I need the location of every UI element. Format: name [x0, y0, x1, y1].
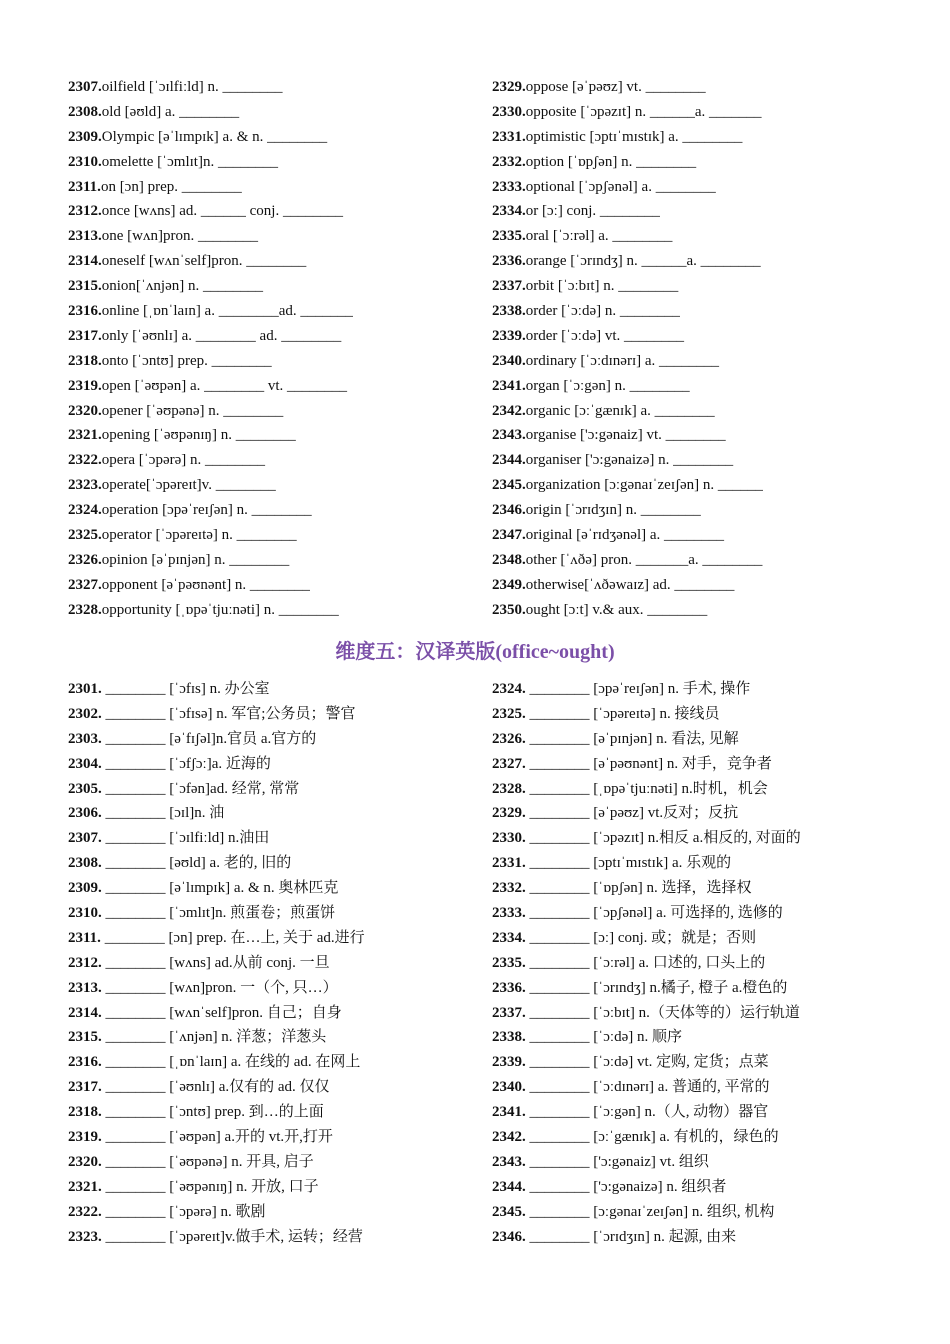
vocab-entry: [68, 826, 508, 851]
entry-number: 2334.: [492, 929, 526, 946]
vocab-entry: [68, 473, 508, 498]
entry-text: organ [ˈɔːgən] n. ________: [525, 377, 690, 394]
entry-text: ________ [ɔːgənaɪˈzeɪʃən] n. 组织, 机构: [525, 1203, 775, 1220]
vocab-entry: [68, 677, 508, 702]
entry-text: order [ˈɔːdə] vt. ________: [525, 327, 685, 344]
entry-text: ________ [əˈfɪʃəl]n.官员 a.官方的: [101, 730, 317, 747]
entry-number: 2304.: [68, 755, 102, 772]
vocab-entry: [68, 349, 508, 374]
entry-text: ________ [ˈɔpʃənəl] a. 可选择的, 选修的: [525, 905, 783, 922]
vocab-entry: [68, 224, 508, 249]
vocab-entry: [492, 1001, 932, 1026]
entry-text: ________ [ˈɔfɪs] n. 办公室: [101, 681, 270, 697]
vocab-entry: [68, 1050, 508, 1075]
entry-text: option [ˈɒpʃən] n. ________: [525, 153, 697, 170]
entry-text: ________ [ˈɔɪlfiːld] n.油田: [101, 830, 270, 847]
vocab-entry: [68, 1150, 508, 1175]
entry-text: onto [ˈɔntʊ] prep. ________: [101, 352, 272, 369]
entry-text: ________ [ˈɔːdɪnərɪ] a. 普通的, 平常的: [525, 1079, 770, 1096]
entry-text: opera [ˈɔpərə] n. ________: [101, 452, 266, 469]
vocab-entry: [492, 498, 932, 523]
entry-number: 2328.: [68, 601, 102, 618]
vocab-entry: [492, 1075, 932, 1100]
vocab-entry: [492, 324, 932, 349]
entry-number: 2316.: [68, 1054, 102, 1071]
entry-text: ________ [wʌn]pron. 一（个, 只…）: [101, 979, 338, 996]
entry-number: 2302.: [68, 705, 102, 722]
entry-text: orange [ˈɔrɪndʒ] n. ______a. ________: [525, 253, 761, 270]
entry-text: origin [ˈɔrɪdʒɪn] n. ________: [525, 502, 701, 519]
entry-number: 2337.: [492, 278, 526, 295]
entry-text: only [ˈəʊnlɪ] a. ________ ad. ________: [101, 327, 342, 344]
entry-text: ________ [ɔɪl]n. 油: [101, 805, 225, 822]
entry-number: 2346.: [492, 502, 526, 519]
entry-number: 2348.: [492, 551, 526, 568]
entry-text: ________ [ˌɒpəˈtjuːnəti] n.时机，机会: [525, 780, 768, 797]
vocab-entry: [492, 423, 932, 448]
vocab-entry: [492, 448, 932, 473]
entry-number: 2339.: [492, 327, 526, 344]
entry-number: 2345.: [492, 477, 526, 494]
entry-text: ________ [ˈɔntʊ] prep. 到…的上面: [101, 1104, 324, 1121]
entry-text: original [əˈrɪdʒənəl] a. ________: [525, 527, 725, 544]
entry-text: ________ [ˈɔːdə] n. 顺序: [525, 1029, 682, 1046]
entry-text: ________ [ˈʌnjən] n. 洋葱；洋葱头: [101, 1029, 327, 1046]
entry-text: on [ɔn] prep. ________: [100, 178, 242, 195]
entry-number: 2324.: [492, 681, 526, 697]
vocab-entry: [68, 951, 508, 976]
entry-text: ________ [ɔptɪˈmɪstɪk] a. 乐观的: [525, 855, 732, 872]
entry-text: ________ [ˈɔpərə] n. 歌剧: [101, 1203, 266, 1220]
vocab-entry: [68, 448, 508, 473]
entry-number: 2313.: [68, 979, 102, 996]
chinese-to-english-left-column: [68, 677, 508, 1249]
entry-number: 2341.: [492, 377, 526, 394]
vocab-entry: [492, 1100, 932, 1125]
section-heading: 维度五：汉译英版(office~ought): [335, 641, 615, 663]
entry-number: 2328.: [492, 780, 526, 797]
vocab-entry: [492, 1050, 932, 1075]
entry-text: organic [ɔːˈgænɪk] a. ________: [525, 402, 715, 419]
entry-number: 2320.: [68, 402, 102, 419]
vocab-entry: [68, 801, 508, 826]
entry-number: 2325.: [492, 705, 526, 722]
entry-text: ________ [əˈlɪmpɪk] a. & n. 奥林匹克: [101, 880, 339, 897]
entry-text: ________ [wʌns] ad.从前 conj. 一旦: [101, 954, 330, 971]
vocab-entry: [492, 702, 932, 727]
entry-number: 2332.: [492, 880, 526, 897]
entry-number: 2323.: [68, 1228, 102, 1245]
entry-number: 2314.: [68, 253, 102, 270]
entry-number: 2327.: [492, 755, 526, 772]
entry-text: Olympic [əˈlɪmpɪk] a. & n. ________: [101, 128, 328, 145]
entry-number: 2317.: [68, 1079, 102, 1096]
vocab-entry: [492, 876, 932, 901]
entry-text: opener [ˈəʊpənə] n. ________: [101, 402, 284, 419]
entry-text: oral [ˈɔːrəl] a. ________: [525, 228, 673, 245]
vocab-entry: [492, 473, 932, 498]
entry-text: ________ ['ɔ:gənaizə] n. 组织者: [525, 1178, 727, 1195]
vocab-entry: [492, 801, 932, 826]
entry-number: 2333.: [492, 178, 526, 195]
entry-text: ________ [ˈɔmlɪt]n. 煎蛋卷；煎蛋饼: [101, 905, 336, 922]
vocab-entry: [492, 926, 932, 951]
entry-text: operate[ˈɔpəreɪt]v. ________: [101, 477, 276, 494]
entry-number: 2318.: [68, 1104, 102, 1121]
vocab-entry: [68, 851, 508, 876]
entry-text: ________ [ˈɔrɪndʒ] n.橘子, 橙子 a.橙色的: [525, 979, 788, 996]
english-to-chinese-right-column: [492, 75, 932, 623]
entry-text: organiser ['ɔ:gənaizə] n. ________: [525, 452, 734, 469]
vocab-entry: [68, 926, 508, 951]
entry-text: oppose [əˈpəʊz] vt. ________: [525, 79, 706, 95]
vocab-entry: [68, 727, 508, 752]
entry-number: 2346.: [492, 1228, 526, 1245]
vocab-entry: [68, 1125, 508, 1150]
entry-text: once [wʌns] ad. ______ conj. ________: [101, 203, 343, 220]
entry-number: 2321.: [68, 1178, 102, 1195]
entry-text: or [ɔː] conj. ________: [525, 203, 660, 220]
vocab-entry: [68, 100, 508, 125]
entry-number: 2337.: [492, 1004, 526, 1021]
entry-number: 2344.: [492, 1178, 526, 1195]
entry-number: 2319.: [68, 1129, 102, 1146]
entry-number: 2312.: [68, 203, 102, 220]
vocab-entry: [492, 100, 932, 125]
entry-text: ordinary [ˈɔːdɪnərɪ] a. ________: [525, 352, 720, 369]
vocab-entry: [68, 876, 508, 901]
entry-number: 2313.: [68, 228, 102, 245]
entry-number: 2306.: [68, 805, 102, 822]
entry-number: 2341.: [492, 1104, 526, 1121]
entry-number: 2309.: [68, 128, 102, 145]
entry-number: 2338.: [492, 1029, 526, 1046]
vocab-entry: [68, 1025, 508, 1050]
vocab-entry: [492, 299, 932, 324]
entry-number: 2319.: [68, 377, 102, 394]
entry-number: 2310.: [68, 153, 102, 170]
entry-number: 2343.: [492, 427, 526, 444]
entry-number: 2315.: [68, 278, 102, 295]
entry-text: opportunity [ˌɒpəˈtjuːnəti] n. ________: [101, 601, 339, 618]
vocab-entry: [68, 1200, 508, 1225]
entry-text: ________ [əˈpɪnjən] n. 看法, 见解: [525, 730, 739, 747]
english-to-chinese-left-column: [68, 75, 508, 623]
vocab-entry: [492, 175, 932, 200]
entry-text: ________ [əˈpəʊnənt] n. 对手，竞争者: [525, 755, 772, 772]
vocab-entry: [68, 125, 508, 150]
entry-number: 2315.: [68, 1029, 102, 1046]
entry-text: ________ [ˈɔfən]ad. 经常, 常常: [101, 780, 300, 797]
vocab-entry: [68, 324, 508, 349]
entry-text: open [ˈəʊpən] a. ________ vt. ________: [101, 377, 348, 394]
entry-text: ________ [ɔn] prep. 在…上, 关于 ad.进行: [100, 929, 365, 946]
vocab-entry: [68, 1075, 508, 1100]
vocab-entry: [68, 274, 508, 299]
entry-number: 2327.: [68, 576, 102, 593]
entry-number: 2325.: [68, 527, 102, 544]
entry-number: 2329.: [492, 805, 526, 822]
entry-number: 2335.: [492, 954, 526, 971]
vocab-entry: [492, 1225, 932, 1250]
entry-number: 2323.: [68, 477, 102, 494]
entry-text: otherwise[ˈʌðəwaɪz] ad. ________: [525, 576, 735, 593]
entry-number: 2307.: [68, 830, 102, 847]
vocab-entry: [492, 826, 932, 851]
vocab-entry: [492, 951, 932, 976]
vocab-entry: [68, 548, 508, 573]
entry-text: ________ [ɔː] conj. 或；就是；否则: [525, 929, 757, 946]
entry-number: 2339.: [492, 1054, 526, 1071]
vocab-entry: [492, 1175, 932, 1200]
entry-text: ought [ɔːt] v.& aux. ________: [525, 601, 708, 618]
entry-text: ________ [ˈəʊpənə] n. 开具, 启子: [101, 1153, 314, 1170]
chinese-to-english-right-column: [492, 677, 932, 1249]
entry-number: 2340.: [492, 352, 526, 369]
entry-text: ________ [ˈəʊpən] a.开的 vt.开,打开: [101, 1129, 333, 1146]
entry-number: 2321.: [68, 427, 102, 444]
vocab-entry: [492, 224, 932, 249]
vocab-entry: [492, 598, 932, 623]
entry-number: 2322.: [68, 452, 102, 469]
entry-number: 2343.: [492, 1153, 526, 1170]
entry-number: 2320.: [68, 1153, 102, 1170]
vocab-entry: [492, 752, 932, 777]
entry-text: one [wʌn]pron. ________: [101, 228, 258, 245]
entry-text: order [ˈɔːdə] n. ________: [525, 303, 680, 320]
entry-number: 2314.: [68, 1004, 102, 1021]
entry-text: ________ [ˈəʊpənɪŋ] n. 开放, 口子: [101, 1178, 319, 1195]
entry-number: 2310.: [68, 905, 102, 922]
vocab-entry: [68, 777, 508, 802]
vocab-entry: [68, 249, 508, 274]
vocab-entry: [68, 374, 508, 399]
vocab-entry: [492, 901, 932, 926]
entry-text: operation [ɔpəˈreɪʃən] n. ________: [101, 502, 312, 519]
entry-text: ________ [ˈɔfʃɔː]a. 近海的: [101, 755, 271, 772]
vocab-entry: [68, 498, 508, 523]
entry-text: optional [ˈɔpʃənəl] a. ________: [525, 178, 716, 195]
vocab-entry: [492, 727, 932, 752]
entry-text: ________ [əˈpəʊz] vt.反对；反抗: [525, 805, 739, 822]
entry-number: 2317.: [68, 327, 102, 344]
entry-number: 2345.: [492, 1203, 526, 1220]
vocab-entry: [68, 752, 508, 777]
entry-number: 2324.: [68, 502, 102, 519]
vocab-entry: [68, 976, 508, 1001]
entry-number: 2316.: [68, 303, 102, 320]
entry-number: 2338.: [492, 303, 526, 320]
entry-number: 2309.: [68, 880, 102, 897]
entry-text: ________ [wʌnˈself]pron. 自己；自身: [101, 1004, 342, 1021]
entry-number: 2347.: [492, 527, 526, 544]
vocab-entry: [68, 199, 508, 224]
vocab-entry: [68, 399, 508, 424]
entry-number: 2326.: [68, 551, 102, 568]
entry-number: 2322.: [68, 1203, 102, 1220]
vocab-entry: [492, 851, 932, 876]
entry-text: oilfield [ˈɔɪlfiːld] n. ________: [101, 79, 283, 95]
vocab-entry: [492, 1200, 932, 1225]
entry-number: 2311.: [68, 178, 101, 195]
entry-text: onion[ˈʌnjən] n. ________: [101, 278, 263, 295]
entry-text: ________ [ˈɔpəzɪt] n.相反 a.相反的, 对面的: [525, 830, 801, 847]
entry-text: ________ [ˈɔrɪdʒɪn] n. 起源, 由来: [525, 1228, 737, 1245]
vocab-entry: [68, 523, 508, 548]
entry-number: 2308.: [68, 855, 102, 872]
vocab-entry: [68, 573, 508, 598]
entry-number: 2332.: [492, 153, 526, 170]
entry-text: orbit [ˈɔːbɪt] n. ________: [525, 278, 679, 295]
entry-text: oneself [wʌnˈself]pron. ________: [101, 253, 307, 270]
entry-number: 2342.: [492, 1129, 526, 1146]
entry-text: ________ [ˈɔfɪsə] n. 军官;公务员；警官: [101, 705, 356, 722]
entry-number: 2349.: [492, 576, 526, 593]
vocab-entry: [68, 175, 508, 200]
vocab-entry: [492, 349, 932, 374]
vocab-entry: [68, 75, 508, 100]
vocab-entry: [492, 75, 932, 100]
entry-number: 2331.: [492, 128, 526, 145]
entry-text: ________ [ˈɔpəreɪtə] n. 接线员: [525, 705, 720, 722]
entry-number: 2344.: [492, 452, 526, 469]
entry-number: 2342.: [492, 402, 526, 419]
vocab-entry: [492, 1150, 932, 1175]
vocab-entry: [68, 1225, 508, 1250]
entry-number: 2330.: [492, 830, 526, 847]
entry-text: ________ [ɔpəˈreɪʃən] n. 手术, 操作: [525, 681, 751, 697]
entry-number: 2318.: [68, 352, 102, 369]
entry-number: 2308.: [68, 103, 102, 120]
entry-number: 2305.: [68, 780, 102, 797]
entry-text: ________ [ɔːˈgænɪk] a. 有机的，绿色的: [525, 1129, 779, 1146]
entry-text: operator [ˈɔpəreɪtə] n. ________: [101, 527, 297, 544]
entry-text: organise ['ɔ:gənaiz] vt. ________: [525, 427, 726, 444]
entry-text: ________ [ˌɒnˈlaɪn] a. 在线的 ad. 在网上: [101, 1054, 361, 1071]
entry-number: 2311.: [68, 929, 101, 946]
entry-text: omelette [ˈɔmlɪt]n. ________: [101, 153, 278, 170]
entry-text: opinion [əˈpɪnjən] n. ________: [101, 551, 290, 568]
vocab-entry: [68, 1100, 508, 1125]
entry-text: opponent [əˈpəʊnənt] n. ________: [101, 576, 310, 593]
entry-text: other [ˈʌðə] pron. _______a. ________: [525, 551, 763, 568]
vocab-entry: [492, 1125, 932, 1150]
vocab-entry: [492, 1025, 932, 1050]
entry-text: ________ [ˈəʊnlɪ] a.仅有的 ad. 仅仅: [101, 1079, 330, 1096]
entry-text: ________ [ˈɔːgən] n.（人, 动物）器官: [525, 1104, 769, 1121]
entry-text: ________ [ˈɔːbɪt] n.（天体等的）运行轨道: [525, 1004, 800, 1021]
vocab-entry: [68, 1001, 508, 1026]
entry-number: 2301.: [68, 681, 102, 697]
entry-text: online [ˌɒnˈlaɪn] a. ________ad. _______: [101, 303, 353, 320]
entry-number: 2335.: [492, 228, 526, 245]
vocab-entry: [492, 399, 932, 424]
entry-text: ________ [əʊld] a. 老的, 旧的: [101, 855, 292, 872]
entry-text: ________ [ˈɔːdə] vt. 定购, 定货；点菜: [525, 1054, 769, 1071]
vocab-entry: [492, 523, 932, 548]
vocab-entry: [492, 976, 932, 1001]
entry-text: opposite [ˈɔpəzɪt] n. ______a. _______: [525, 103, 762, 120]
entry-number: 2307.: [68, 79, 102, 95]
vocab-entry: [492, 548, 932, 573]
entry-number: 2350.: [492, 601, 526, 618]
entry-text: ________ [ˈɒpʃən] n. 选择，选择权: [525, 880, 752, 897]
vocab-entry: [68, 901, 508, 926]
entry-number: 2329.: [492, 79, 526, 95]
vocab-entry: [492, 249, 932, 274]
vocab-entry: [68, 150, 508, 175]
entry-number: 2330.: [492, 103, 526, 120]
vocab-entry: [492, 125, 932, 150]
vocab-entry: [492, 573, 932, 598]
entry-number: 2336.: [492, 253, 526, 270]
entry-number: 2336.: [492, 979, 526, 996]
entry-text: opening [ˈəʊpənɪŋ] n. ________: [101, 427, 296, 444]
vocab-entry: [492, 374, 932, 399]
vocab-entry: [492, 677, 932, 702]
vocab-entry: [492, 199, 932, 224]
entry-number: 2340.: [492, 1079, 526, 1096]
entry-number: 2303.: [68, 730, 102, 747]
vocab-entry: [68, 423, 508, 448]
entry-number: 2333.: [492, 905, 526, 922]
entry-number: 2312.: [68, 954, 102, 971]
entry-text: ________ [ˈɔpəreɪt]v.做手术, 运转；经营: [101, 1228, 363, 1245]
entry-text: optimistic [ɔptɪˈmɪstɪk] a. ________: [525, 128, 743, 145]
vocab-entry: [68, 598, 508, 623]
entry-text: ________ ['ɔ:gənaiz] vt. 组织: [525, 1153, 709, 1170]
entry-number: 2331.: [492, 855, 526, 872]
entry-number: 2334.: [492, 203, 526, 220]
entry-number: 2326.: [492, 730, 526, 747]
vocab-entry: [68, 702, 508, 727]
vocab-entry: [68, 1175, 508, 1200]
vocab-entry: [68, 299, 508, 324]
vocab-entry: [492, 777, 932, 802]
entry-text: organization [ɔːgənaɪˈzeɪʃən] n. ______: [525, 477, 763, 494]
entry-text: ________ [ˈɔːrəl] a. 口述的, 口头上的: [525, 954, 766, 971]
vocab-entry: [492, 150, 932, 175]
vocab-entry: [492, 274, 932, 299]
entry-text: old [əʊld] a. ________: [101, 103, 240, 120]
